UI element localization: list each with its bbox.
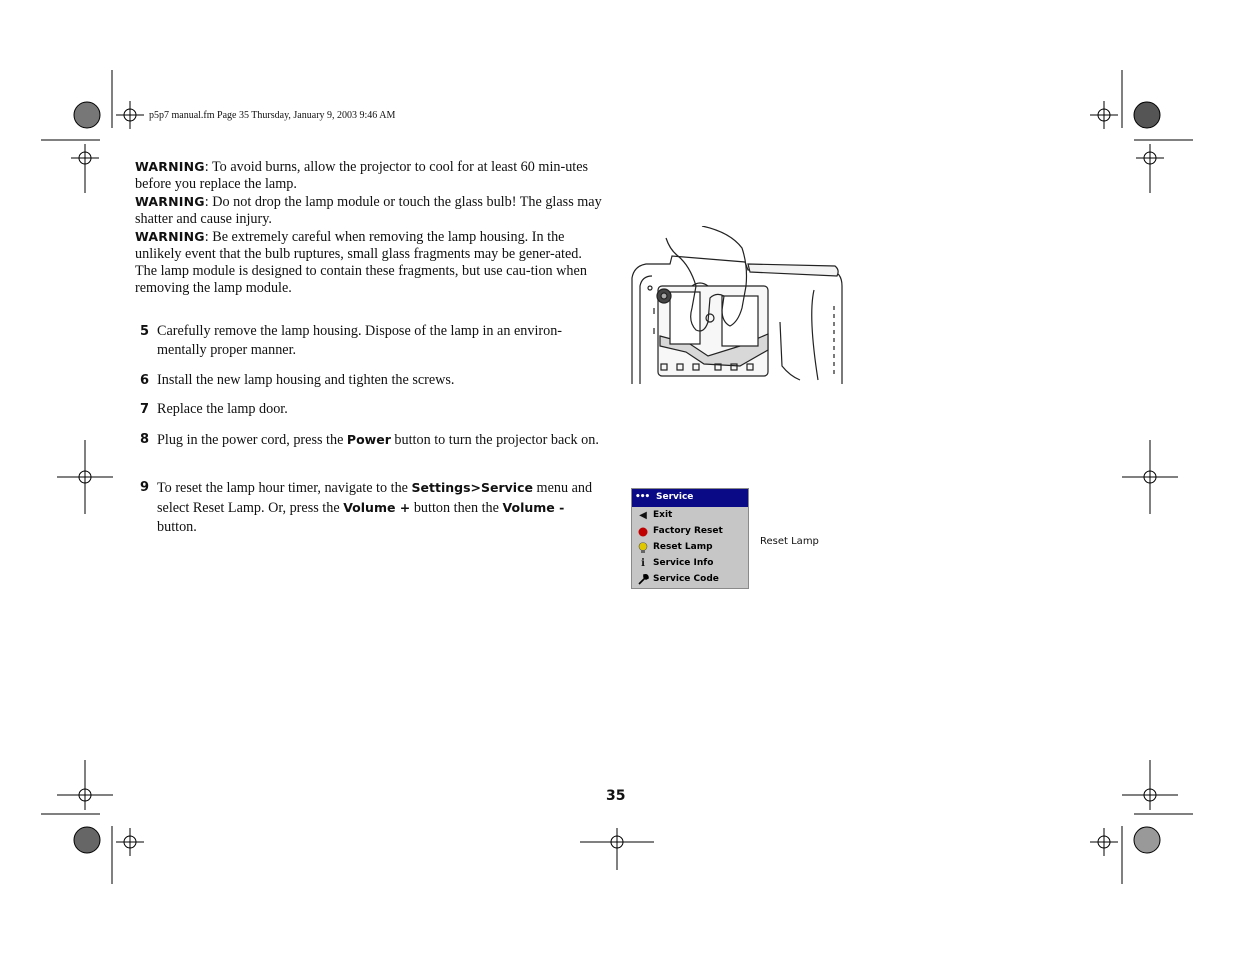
- left-arrow-icon: ◀: [639, 510, 647, 521]
- step-7: 7 Replace the lamp door.: [140, 401, 288, 417]
- red-dot-icon: [637, 526, 649, 538]
- warning-2: WARNING: Do not drop the lamp module or touch the glass bulb! The glass may shatter and cause injury.: [135, 194, 602, 227]
- info-icon: i: [641, 558, 645, 569]
- warning-1: WARNING: To avoid burns, allow the projector to cool for at least 60 min-utes before you replace the lamp.: [135, 159, 589, 192]
- step-5: 5 Carefully remove the lamp housing. Dispose of the lamp in an environ-mentally proper manner.: [140, 323, 563, 358]
- file-header: p5p7 manual.fm Page 35 Thursday, January 9, 2003 9:46 AM: [149, 110, 396, 121]
- service-menu-title: Service: [656, 492, 694, 502]
- warning-3: WARNING: Be extremely careful when removing the lamp housing. In the unlikely event that the bulb ruptures, small glass fragments may be gener-ated. The lamp module is designed to contain these fragments, but use cau-tion when removing the lamp module.: [135, 229, 587, 296]
- lightbulb-icon: [637, 542, 649, 554]
- service-menu: [631, 488, 749, 589]
- menu-item-exit[interactable]: ◀ Exit: [632, 509, 748, 524]
- menu-item-service-code[interactable]: Service Code: [632, 573, 748, 588]
- step-6: 6 Install the new lamp housing and tighten the screws.: [140, 372, 455, 388]
- menu-dots-icon: •••: [635, 492, 650, 502]
- warnings-block: [135, 158, 602, 297]
- lamp-removal-illustration: [630, 226, 846, 386]
- step-8: 8 Plug in the power cord, press the Power button to turn the projector back on.: [140, 432, 599, 448]
- menu-item-reset-lamp[interactable]: Reset Lamp: [632, 541, 748, 556]
- step-9: 9 To reset the lamp hour timer, navigate to the Settings>Service menu and select Reset Lamp. Or, press the Volume + button then the Volume - button.: [140, 480, 593, 535]
- reset-lamp-caption: Reset Lamp: [760, 536, 819, 547]
- menu-item-factory-reset[interactable]: Factory Reset: [632, 525, 748, 540]
- service-menu-title-bar: [632, 489, 748, 507]
- menu-item-service-info[interactable]: i Service Info: [632, 557, 748, 572]
- wrench-icon: [637, 574, 649, 586]
- page-number: 35: [606, 788, 626, 804]
